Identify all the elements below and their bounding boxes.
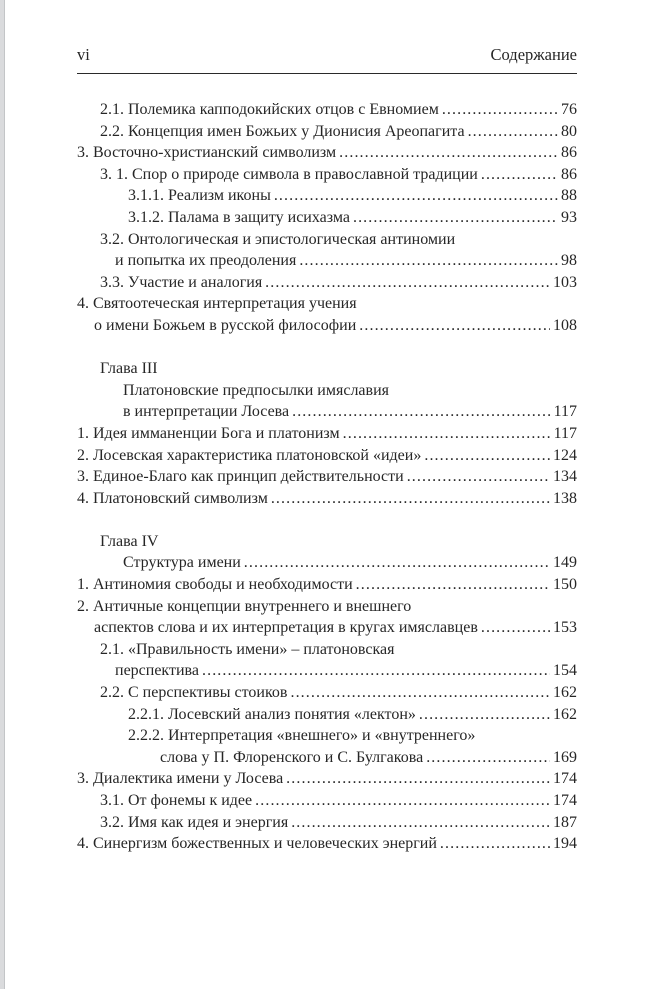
page-header [77, 45, 577, 74]
toc-leader-dots [359, 315, 550, 337]
toc-page-number: 76 [561, 101, 577, 118]
toc-entry [77, 272, 577, 294]
toc-entry-text: 2.2.1. Лосевский анализ понятия «лектон» [128, 705, 416, 723]
toc-entry-text: о имени Божьем в русской философии [94, 316, 357, 334]
toc-leader-dots [424, 445, 550, 467]
toc-entry [77, 552, 577, 574]
toc-leader-dots [291, 812, 550, 834]
toc-entry-text: аспектов слова и их интерпретация в кругах имяславцев [94, 619, 478, 637]
running-title: Содержание [490, 45, 577, 64]
toc-leader-dots [442, 99, 558, 121]
toc-entry-text: 1. Идея имманенции Бога и платонизм [77, 424, 340, 442]
toc-leader-dots [426, 747, 550, 769]
toc-entry [77, 99, 577, 121]
toc-entry [77, 401, 577, 423]
toc-entry-text: 3. Единое-Благо как принцип действительности [77, 468, 404, 486]
toc-entry [77, 423, 577, 445]
toc-page-number: 194 [553, 835, 577, 853]
toc-entry [77, 812, 577, 834]
toc-leader-dots [481, 164, 558, 186]
toc-entry-text: 2. Античные концепции внутреннего и внешнего [77, 597, 412, 615]
toc-page-number: 108 [553, 316, 577, 334]
toc-leader-dots [299, 250, 558, 272]
toc-leader-dots [292, 401, 550, 423]
toc-page-number: 154 [553, 662, 577, 680]
toc-leader-dots [440, 833, 550, 855]
toc-entry [77, 185, 577, 207]
toc-entry [77, 660, 577, 682]
toc-leader-dots [353, 207, 558, 229]
toc-entry-text: Глава III [100, 360, 158, 378]
toc-entry-text: Платоновские предпосылки имяславия [123, 381, 390, 399]
toc-entry-text: 4. Святоотеческая интерпретация учения [77, 295, 357, 313]
toc-page-number: 150 [553, 576, 577, 594]
toc-leader-dots [419, 704, 550, 726]
toc-entry [77, 121, 577, 143]
toc-entry [77, 790, 577, 812]
toc-page-number: 117 [553, 403, 577, 421]
toc-page-number: 98 [561, 252, 577, 270]
toc-page-number: 93 [561, 208, 577, 226]
toc-entry [77, 207, 577, 229]
toc-leader-dots [290, 682, 550, 704]
toc-entry [77, 704, 577, 726]
toc-entry [77, 466, 577, 488]
toc-entry-text: 3.1.1. Реализм иконы [128, 187, 271, 205]
toc-entry-text: 2.2. Концепция имен Божьих у Дионисия Ареопагита [100, 122, 465, 140]
scan-edge-strip [0, 0, 5, 989]
toc-page-number: 169 [553, 748, 577, 766]
toc-entry-text: перспектива [115, 662, 199, 680]
toc-page-number: 162 [553, 705, 577, 723]
toc-entry [77, 315, 577, 337]
toc-page-number: 103 [553, 273, 577, 291]
toc-entry [77, 380, 577, 402]
toc-entry [77, 488, 577, 510]
toc-entry-text: в интерпретации Лосева [123, 403, 290, 421]
toc-page-number: 134 [553, 468, 577, 486]
toc-page-number: 174 [553, 792, 577, 809]
toc-page-number: 86 [561, 165, 577, 183]
toc-leader-dots [274, 185, 558, 207]
toc-entry [77, 445, 577, 467]
toc-page-number: 124 [553, 446, 577, 464]
toc-entry [77, 293, 577, 315]
toc-entry [77, 617, 577, 639]
toc-entry-text: 4. Платоновский символизм [77, 489, 268, 507]
toc-page-number: 138 [553, 489, 577, 507]
toc-page-number: 187 [553, 813, 577, 831]
toc-leader-dots [202, 660, 550, 682]
toc-entry-text: 1. Антиномия свободы и необходимости [77, 576, 353, 594]
toc-entry-text: 3. 1. Спор о природе символа в православной традиции [100, 165, 478, 183]
toc-leader-dots [468, 121, 558, 143]
toc-list [77, 99, 577, 855]
toc-leader-dots [356, 574, 550, 596]
toc-entry-text: 2.2. С перспективы стоиков [100, 684, 288, 702]
page-folio: vi [77, 45, 90, 64]
toc-leader-dots [286, 768, 550, 790]
page-content [77, 0, 577, 855]
toc-entry-text: 3.2. Имя как идея и энергия [100, 813, 289, 831]
toc-leader-dots [271, 488, 550, 510]
toc-entry-text: и попытка их преодоления [115, 252, 297, 270]
toc-page-number: 149 [553, 554, 577, 572]
toc-entry-text: Структура имени [123, 554, 241, 572]
toc-entry [77, 142, 577, 164]
toc-entry [77, 682, 577, 704]
toc-leader-dots [481, 617, 550, 639]
toc-entry-text: 2.1. Полемика капподокийских отцов с Евномием [100, 101, 439, 118]
toc-leader-dots [343, 423, 551, 445]
toc-entry-text: 2. Лосевская характеристика платоновской «идеи» [77, 446, 422, 464]
toc-entry-text: 4. Синергизм божественных и человеческих энергий [77, 835, 437, 853]
toc-entry-text: 3.1. От фонемы к идее [100, 792, 253, 809]
toc-entry [77, 531, 577, 553]
toc-page-number: 153 [553, 619, 577, 637]
toc-page-number: 80 [561, 122, 577, 140]
toc-entry-text: слова у П. Флоренского и С. Булгакова [160, 748, 424, 766]
toc-entry-text: 3. Восточно-христианский символизм [77, 144, 337, 162]
toc-entry-text: 3. Диалектика имени у Лосева [77, 770, 284, 788]
toc-entry [77, 250, 577, 272]
toc-entry [77, 596, 577, 618]
toc-leader-dots [407, 466, 550, 488]
toc-entry [77, 574, 577, 596]
toc-entry [77, 833, 577, 855]
toc-page-number: 162 [553, 684, 577, 702]
toc-entry-text: 2.2.2. Интерпретация «внешнего» и «внутреннего» [128, 727, 476, 745]
toc-entry-text: 2.1. «Правильность имени» – платоновская [100, 640, 395, 658]
toc-entry [77, 639, 577, 661]
toc-entry-text: 3.1.2. Палама в защиту исихазма [128, 208, 350, 226]
toc-page-number: 174 [553, 770, 577, 788]
toc-entry [77, 229, 577, 251]
toc-leader-dots [339, 142, 558, 164]
toc-page-number: 88 [561, 187, 577, 205]
toc-entry [77, 747, 577, 769]
toc-leader-dots [265, 272, 550, 294]
toc-leader-dots [244, 552, 550, 574]
toc-entry-text: 3.3. Участие и аналогия [100, 273, 263, 291]
toc-entry [77, 768, 577, 790]
toc-entry [77, 725, 577, 747]
toc-entry [77, 164, 577, 186]
toc-entry-text: 3.2. Онтологическая и эпистологическая антиномии [100, 230, 456, 248]
toc-entry-text: Глава IV [100, 532, 159, 550]
toc-page-number: 86 [561, 144, 577, 162]
toc-page-number: 117 [553, 424, 577, 442]
toc-entry [77, 358, 577, 380]
toc-leader-dots [255, 790, 550, 812]
